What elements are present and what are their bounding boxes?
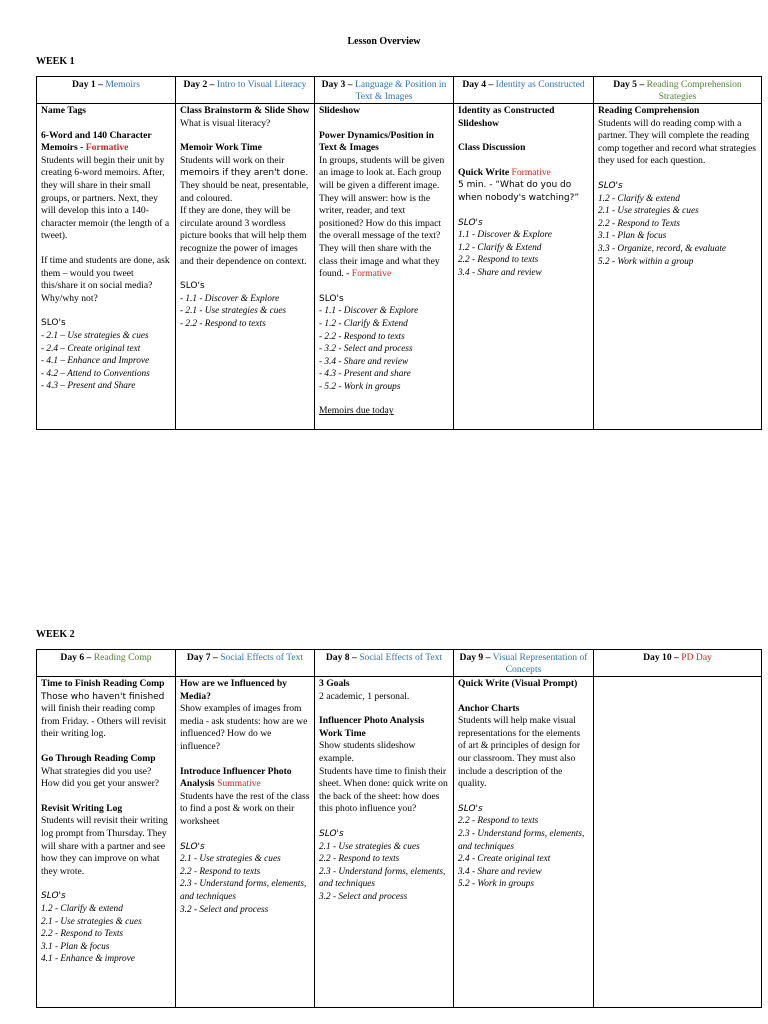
week-1-content-row [37, 104, 762, 430]
day-1-cell [37, 104, 176, 430]
day-8-paragraph-2: Show students slideshow example. [319, 740, 416, 764]
day-5-header: Day 5 – Reading Comprehension Strategies [594, 77, 762, 104]
day-6-paragraph-1: Those who haven't finished will finish their reading comp from Friday. - Others will revisit their writing log. [41, 691, 167, 740]
day-9-paragraph-1: Students will help make visual representations for the elements of art & principles of design for our classroom. They must also include a description of the quality. [458, 715, 581, 790]
day-7-heading-2: Introduce Influencer Photo Analysis Summative [180, 765, 292, 790]
formative-tag: Formative [511, 166, 551, 178]
week-1-header-row [37, 77, 762, 104]
memoirs-due-note: Memoirs due today [319, 405, 394, 417]
slo-item: - 2.2 - Respond to texts [319, 331, 405, 342]
slo-item: 2.1 - Use strategies & cues [598, 206, 699, 217]
day-4-heading-1: Identity as Constructed Slideshow [458, 105, 555, 129]
slo-item: 1.2 - Clarify & extend [41, 903, 123, 914]
page-title: Lesson Overview [347, 36, 421, 47]
slo-item: 5.2 - Work in groups [458, 879, 535, 890]
day-2-heading-2: Memoir Work Time [180, 142, 262, 154]
day-9-heading-1: Quick Write (Visual Prompt) [458, 678, 578, 689]
slo-item: - 3.4 - Share and review [319, 356, 409, 367]
week-2-header-row [37, 650, 762, 677]
slo-item: 2.2 - Respond to texts [458, 255, 539, 266]
day-7-heading-1: How are we Influenced by Media? [180, 678, 287, 702]
day-3-cell [315, 104, 454, 430]
day-6-heading-3: Revisit Writing Log [41, 802, 123, 814]
slo-item: - 2.1 - Use strategies & cues [180, 306, 287, 317]
day-8-paragraph-3: Students have time to finish their sheet. When done: quick write on the back of the sheet: how does this photo influence you? [319, 765, 448, 815]
day-5-heading-1: Reading Comprehension [598, 105, 700, 116]
slo-item: 2.1 - Use strategies & cues [319, 841, 420, 852]
slo-item: 2.2 - Respond to texts [180, 866, 261, 877]
slo-item: - 2.1 – Use strategies & cues [41, 330, 149, 341]
day-4-heading-2: Class Discussion [458, 142, 526, 154]
slo-item: 2.1 - Use strategies & cues [180, 854, 281, 865]
slo-item: 1.2 - Clarify & Extend [458, 242, 542, 253]
slo-heading: SLO's [319, 293, 344, 304]
week-1-table [36, 76, 762, 430]
day-8-header: Day 8 – Social Effects of Text [315, 650, 454, 677]
slo-item: - 4.1 – Enhance and Improve [41, 356, 150, 367]
day-6-paragraph-2: What strategies did you use? How did you get your answer? [41, 765, 160, 790]
slo-heading: SLO's [458, 217, 483, 228]
day-2-header: Day 2 – Intro to Visual Literacy [176, 77, 315, 104]
slo-heading: SLO's [319, 828, 344, 839]
slo-item: 2.2 - Respond to Texts [41, 929, 124, 940]
slo-item: 5.2 - Work within a group [598, 256, 694, 267]
day-2-cell [176, 104, 315, 430]
slo-item: - 1.2 - Clarify & Extend [319, 318, 408, 329]
slo-item: 2.3 - Understand forms, elements, and techniques [319, 866, 446, 890]
day-2-paragraph-1: Students will work on their memoirs if they aren't done. They should be neat, presentable, and coloured. [180, 154, 309, 204]
day-6-paragraph-3: Students will revisit their writing log prompt from Thursday. They will share with a partner and see how they can improve on what they wrote. [41, 815, 168, 877]
day-1-paragraph-2: If time and students are done, ask them – would you tweet this/share it on social media? Why/why not? [41, 254, 170, 304]
slo-heading: SLO's [458, 803, 483, 814]
day-7-paragraph-1: Show examples of images from media - ask students: how are we influenced? How do we influence? [180, 703, 308, 752]
week-1-label: WEEK 1 [36, 56, 75, 67]
day-5-cell [594, 104, 762, 430]
slo-heading: SLO's [180, 841, 205, 852]
day-4-quick-write-prompt: 5 min. - “What do you do when nobody's watching?” [458, 180, 580, 203]
slo-item: - 4.3 – Present and Share [41, 381, 136, 392]
slo-item: - 2.4 – Create original text [41, 343, 141, 354]
formative-tag: Formative [85, 142, 129, 154]
day-4-cell [454, 104, 594, 430]
day-6-heading-2: Go Through Reading Comp [41, 752, 156, 764]
slo-item: - 4.2 – Attend to Conventions [41, 368, 150, 379]
day-6-cell [37, 677, 176, 1008]
slo-item: 2.2 - Respond to texts [458, 816, 539, 827]
day-4-quick-write: Quick Write Formative [458, 166, 551, 178]
day-8-heading-1: 3 Goals [319, 678, 350, 689]
day-2-paragraph-2: If they are done, they will be circulate around 3 wordless picture books that will help them recognize the power of images and their dependence on context. [180, 205, 307, 267]
day-7-header: Day 7 – Social Effects of Text [176, 650, 315, 677]
day-9-header: Day 9 – Visual Representation of Concepts [454, 650, 594, 677]
day-10-header: Day 10 – PD Day [594, 650, 762, 677]
slo-item: - 5.2 - Work in groups [319, 381, 401, 392]
slo-item: 4.1 - Enhance & improve [41, 954, 135, 965]
day-2-question: What is visual literacy? [180, 117, 271, 129]
slo-item: - 1.1 - Discover & Explore [319, 306, 419, 317]
day-1-heading-1: Name Tags [41, 105, 87, 116]
week-2-label: WEEK 2 [36, 629, 75, 640]
day-1-paragraph-1: Students will begin their unit by creating 6-word memoirs. After, they will share in their small groups, or partners. Next, they will develop this into a 140-character memoir (the length of a tweet). [41, 154, 170, 242]
day-7-cell [176, 677, 315, 1008]
slo-item: 1.1 - Discover & Explore [458, 230, 552, 241]
day-8-cell [315, 677, 454, 1008]
day-1-heading-2: 6-Word and 140 Character Memoirs - Formative [41, 129, 152, 154]
slo-item: 3.1 - Plan & focus [598, 231, 667, 242]
formative-tag: Formative [351, 268, 392, 280]
slo-item: 1.2 - Clarify & extend [598, 193, 680, 204]
day-3-heading-1: Slideshow [319, 105, 361, 116]
slo-item: 3.2 - Select and process [180, 904, 269, 915]
slo-item: 2.2 - Respond to Texts [598, 218, 681, 229]
day-6-heading-1: Time to Finish Reading Comp [41, 678, 165, 689]
slo-heading: SLO's [41, 318, 66, 329]
week-2-content-row [37, 677, 762, 1008]
slo-item: - 2.2 - Respond to texts [180, 318, 266, 329]
slo-item: 2.3 - Understand forms, elements, and techniques [180, 879, 307, 902]
day-10-cell [594, 677, 762, 1008]
day-3-paragraph-1: In groups, students will be given an image to look at. Each group will be given a different image. They will answer: how is the writer, reader, and text positioned? How do this impact the overall message of the text? They will then share with the class their image and what they found. - Formative [319, 154, 445, 280]
slo-item: - 3.2 - Select and process [319, 344, 413, 355]
slo-item: 2.1 - Use strategies & cues [41, 916, 142, 927]
slo-item: - 4.3 - Present and share [319, 369, 411, 380]
slo-heading: SLO's [41, 891, 66, 902]
summative-tag: Summative [217, 778, 261, 790]
day-3-heading-2: Power Dynamics/Position in Text & Images [319, 129, 434, 154]
day-8-heading-2: Influencer Photo Analysis Work Time [319, 715, 425, 739]
day-8-paragraph-1: 2 academic, 1 personal. [319, 690, 410, 702]
day-4-header: Day 4 – Identity as Constructed [454, 77, 594, 104]
day-9-heading-2: Anchor Charts [458, 702, 520, 714]
slo-item: 2.2 - Respond to texts [319, 854, 400, 865]
slo-item: - 1.1 - Discover & Explore [180, 293, 280, 304]
day-9-cell [454, 677, 594, 1008]
slo-heading: SLO's [598, 180, 623, 191]
slo-item: 3.1 - Plan & focus [41, 941, 110, 952]
day-2-heading-1: Class Brainstorm & Slide Show [180, 105, 310, 116]
slo-item: 3.4 - Share and review [458, 866, 542, 877]
slo-item: 2.3 - Understand forms, elements, and techniques [458, 828, 585, 852]
day-6-header: Day 6 – Reading Comp [37, 650, 176, 677]
slo-item: 2.4 - Create original text [458, 854, 551, 865]
slo-item: 3.4 - Share and review [458, 267, 542, 278]
slo-heading: SLO's [180, 281, 205, 292]
day-7-paragraph-2: Students have the rest of the class to find a post & work on their worksheet [180, 790, 310, 827]
slo-item: 3.2 - Select and process [319, 891, 408, 902]
slo-item: 3.3 - Organize, record, & evaluate [598, 243, 727, 254]
week-2-table [36, 649, 762, 1008]
day-5-paragraph-1: Students will do reading comp with a partner. They will complete the reading comp together and record what strategies they used for each question. [598, 117, 756, 167]
day-1-header: Day 1 – Memoirs [37, 77, 176, 104]
day-3-header: Day 3 – Language & Position in Text & Images [315, 77, 454, 104]
